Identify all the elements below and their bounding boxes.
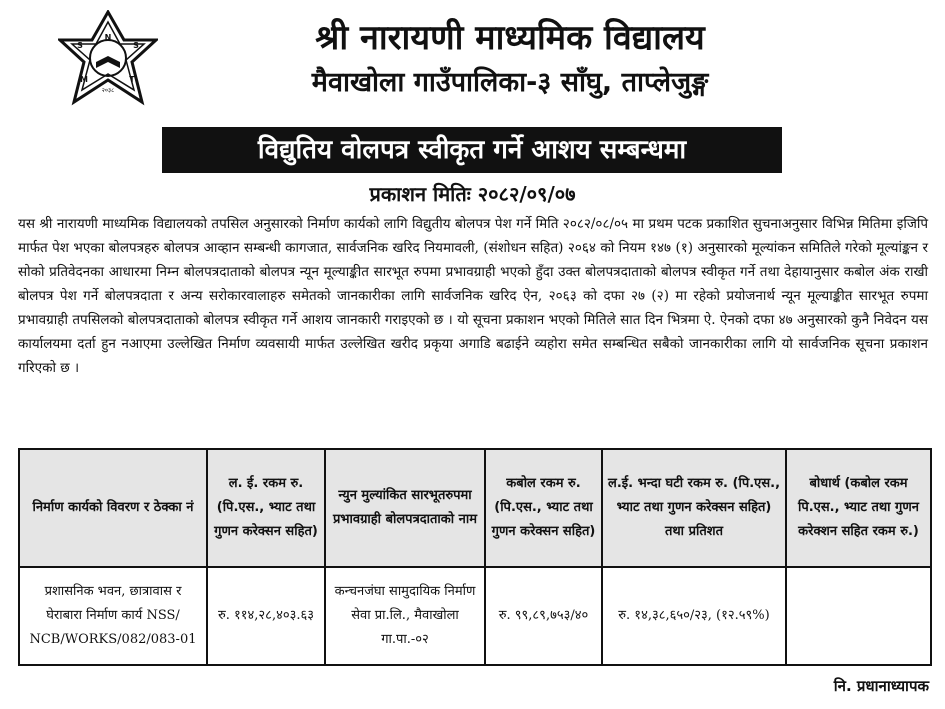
svg-text:२०३८: २०३८ (101, 87, 115, 94)
column-header-cost-estimate: ल. ई. रकम रु. (पि.एस., भ्याट तथा गुणन करेक्सन सहित) (207, 449, 325, 567)
cell-bidder-name: कन्चनजंघा सामुदायिक निर्माण सेवा प्रा.लि., मैवाखोला गा.पा.-०२ (325, 567, 485, 665)
school-address: मैवाखोला गाउँपालिका-३ साँघु, ताप्लेजुङ्ग (311, 67, 709, 98)
notice-body: यस श्री नारायणी माध्यमिक विद्यालयको तपसिल अनुसारको निर्माण कार्यको लागि विद्युतीय बोलपत्र पेश गर्ने मिति २०८२/०८/०५ मा प्रथम पटक प्रकाशित सुचनाअनुसार विभिन्न मितिमा इजिपि मार्फत पेश भएका बोलपत्रहरु बोलपत्र आव्हान सम्बन्धी कागजात, सार्वजनिक खरिद नियमावली, (संशोधन सहित) २०६४ को नियम १४७ (१) अनुसारको मूल्यांकन समितिले गरेको मूल्यांङ्कन र सोको प्रतिवेदनका आधारमा निम्न बोलपत्रदाताको बोलपत्र न्यून मूल्याङ्कीत सारभूत रुपमा प्रभावग्राही भएको हुँदा उक्त बोलपत्रदाताको बोलपत्र स्वीकृत गर्ने तथा देहायानुसार कबोल अंक राखी बोलपत्र पेश गर्ने बोलपत्रदाता र अन्य सरोकारवालाहरु समेतको जानकारीका लागि सार्वजनिक खरिद ऐन, २०६३ को दफा २७ (२) मा रहेको प्रयोजनार्थ न्यून मूल्याङ्कीत सारभूत रुपमा प्रभावग्राही तपसिलको बोलपत्रदाताको बोलपत्र स्वीकृत गर्ने आशय जानकारी गराइएको छ । यो सूचना प्रकाशन भएको मितिले सात दिन भित्रमा ऐ. ऐनको दफा ४७ अनुसारको कुनै निवेदन यस कार्यालयमा दर्ता हुन नआएमा उल्लेखित निर्माण व्यवसायी मार्फत उल्लेखित खरीद प्रकृया अगाडि बढाईने व्यहोरा समेत सम्बन्धित सबैको जानकारीका लागि यो सार्वजनिक सूचना प्रकाशन गरिएको छ । (18, 216, 928, 376)
column-header-bidder-name: न्युन मुल्यांकित सारभूतरुपमा प्रभावग्राही बोलपत्रदाताको नाम (325, 449, 485, 567)
svg-text:S: S (77, 41, 83, 50)
notice-title: विद्युतिय वोलपत्र स्वीकृत गर्ने आशय सम्बन्धमा (162, 127, 782, 173)
column-header-remarks: बोधार्थ (कबोल रकम पि.एस., भ्याट तथा गुणन करेक्शन सहित रकम रु.) (786, 449, 931, 567)
school-name: श्री नारायणी माध्यमिक विद्यालय (315, 18, 705, 58)
cell-work-description: प्रशासनिक भवन, छात्रावास र घेराबारा निर्माण कार्य NSS/ NCB/WORKS/082/083-01 (19, 567, 207, 665)
column-header-bid-amount: कबोल रकम रु. (पि.एस., भ्याट तथा गुणन करेक्सन सहित) (485, 449, 602, 567)
bid-table-container (18, 448, 930, 666)
column-header-work-description: निर्माण कार्यको विवरण र ठेक्का नं (19, 449, 207, 567)
bid-table (18, 448, 932, 666)
cell-cost-estimate: रु. ११४,२८,४०३.६३ (207, 567, 325, 665)
table-header-row (19, 449, 931, 567)
publication-date: प्रकाशन मितिः २०८२/०९/०७ (369, 182, 576, 206)
signature-line: नि. प्रधानाध्यापक (833, 677, 929, 695)
svg-text:N: N (104, 33, 112, 42)
table-row (19, 567, 931, 665)
svg-text:S: S (133, 41, 139, 50)
cell-amount-below-estimate: रु. १४,३८,६५०/२३, (१२.५९%) (602, 567, 786, 665)
svg-text:T: T (129, 75, 135, 84)
svg-text:M: M (80, 75, 88, 84)
cell-remarks (786, 567, 931, 665)
column-header-amount-below-estimate: ल.ई. भन्दा घटी रकम रु. (पि.एस., भ्याट तथा गुणन करेक्सन सहित) तथा प्रतिशत (602, 449, 786, 567)
cell-bid-amount: रु. ९९,८९,७५३/४० (485, 567, 602, 665)
